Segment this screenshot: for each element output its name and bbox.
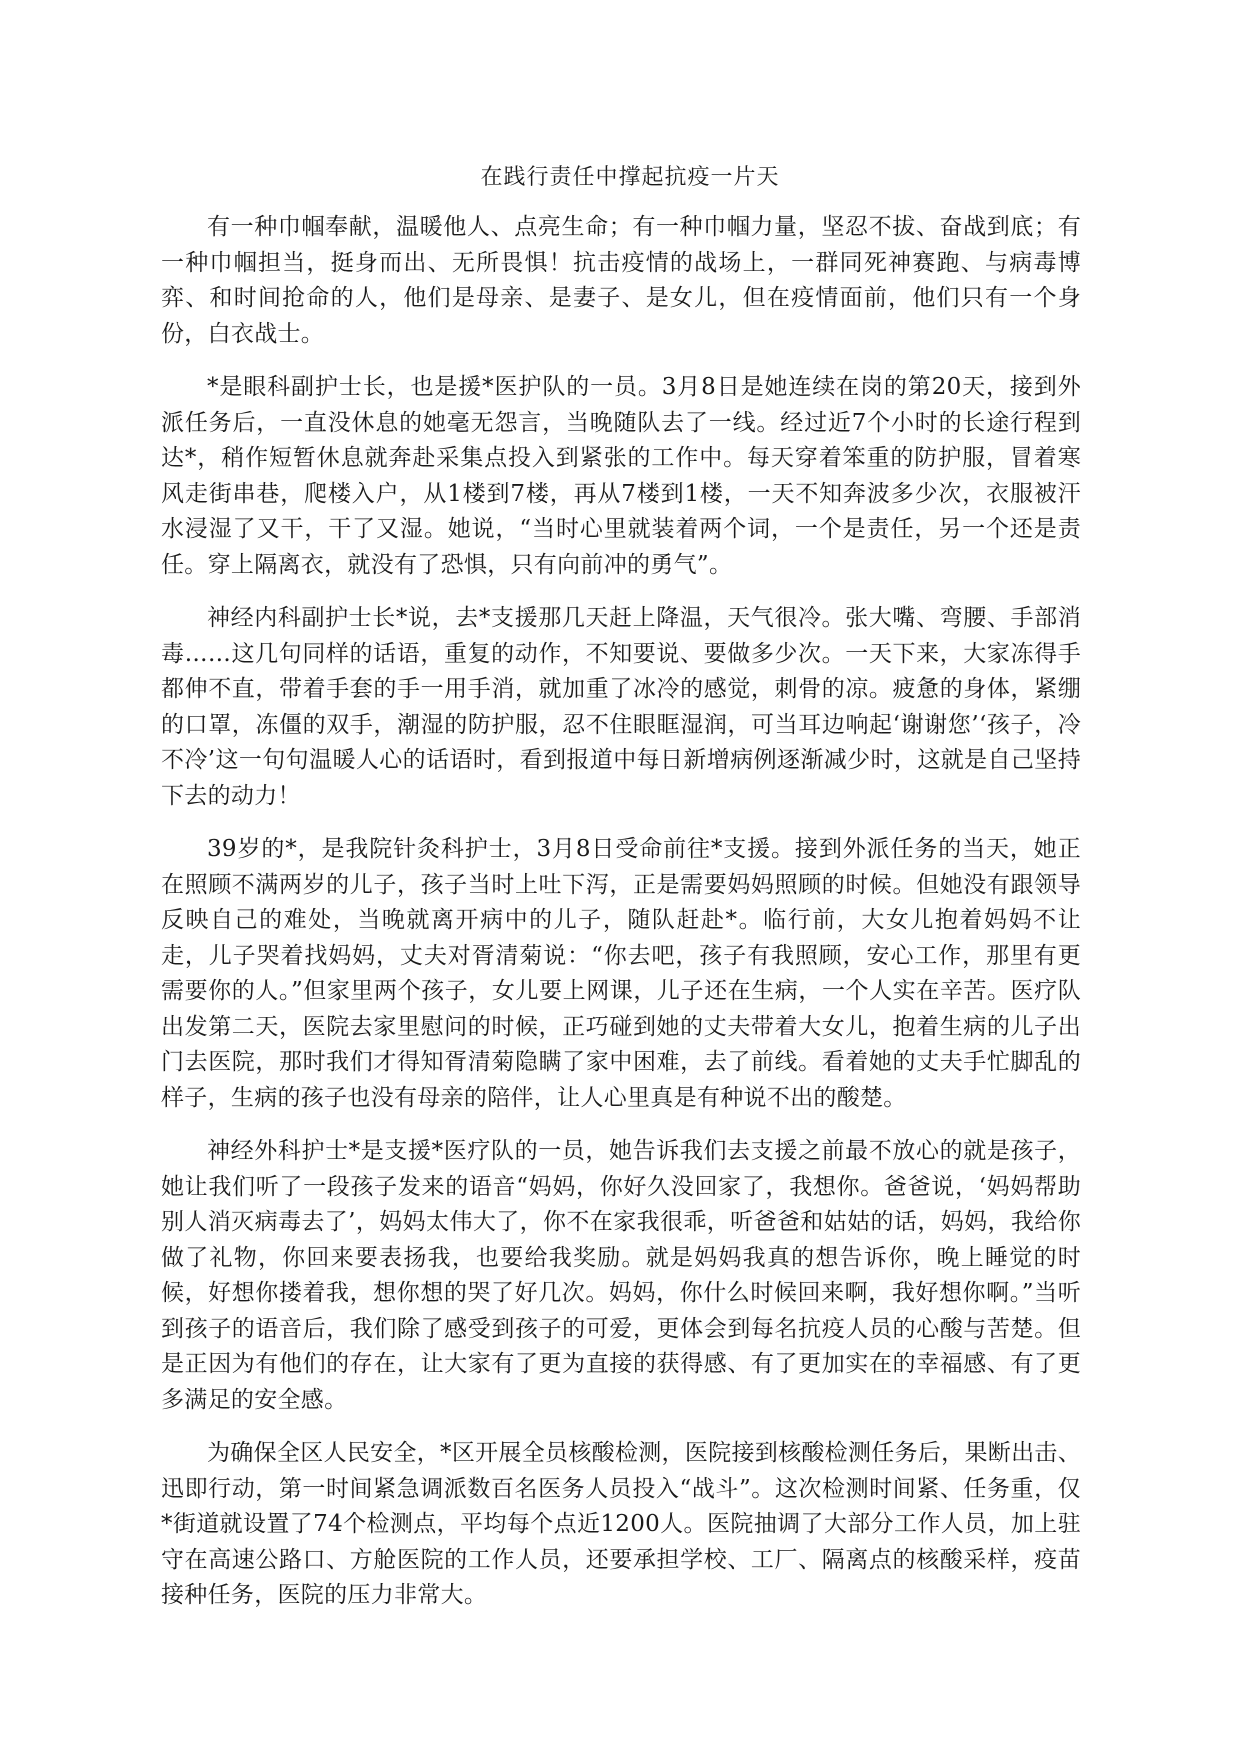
paragraph-nucleic-acid-testing: 为确保全区人民安全，*区开展全员核酸检测，医院接到核酸检测任务后，果断出击、迅即行动，第一时间紧急调派数百名医务人员投入“战斗”。这次检测时间紧、任务重，仅*街道就设置了74个检测点，平均每个点近1200人。医院抽调了大部分工作人员，加上驻守在高速公路口、方舱医院的工作人员，还要承担学校、工厂、隔离点的核酸采样，疫苗接种任务，医院的压力非常大。 [161,1440,1081,1608]
paragraph-acupuncture-nurse: 39岁的*，是我院针灸科护士，3月8日受命前往*支援。接到外派任务的当天，她正在照顾不满两岁的儿子，孩子当时上吐下泻，正是需要妈妈照顾的时候。但她没有跟领导反映自己的难处，当晚就离开病中的儿子，随队赶赴*。临行前，大女儿抱着妈妈不让走，儿子哭着找妈妈，丈夫对胥清菊说：“你去吧，孩子有我照顾，安心工作，那里有更需要你的人。”但家里两个孩子，女儿要上网课，儿子还在生病，一个人实在辛苦。医疗队出发第二天，医院去家里慰问的时候，正巧碰到她的丈夫带着大女儿，抱着生病的儿子出门去医院，那时我们才得知胥清菊隐瞒了家中困难，去了前线。看着她的丈夫手忙脚乱的样子，生病的孩子也没有母亲的陪伴，让人心里真是有种说不出的酸楚。 [161,836,1081,1111]
paragraph-neurosurgery-nurse: 神经外科护士*是支援*医疗队的一员，她告诉我们去支援之前最不放心的就是孩子，她让我们听了一段孩子发来的语音“妈妈，你好久没回家了，我想你。爸爸说，‘妈妈帮助别人消灭病毒去了’，妈妈太伟大了，你不在家我很乖，听爸爸和姑姑的话，妈妈，我给你做了礼物，你回来要表扬我，也要给我奖励。就是妈妈我真的想告诉你，晚上睡觉的时候，好想你搂着我，想你想的哭了好几次。妈妈，你什么时候回来啊，我好想你啊。”当听到孩子的语音后，我们除了感受到孩子的可爱，更体会到每名抗疫人员的心酸与苦楚。但是正因为有他们的存在，让大家有了更为直接的获得感、有了更加实在的幸福感、有了更多满足的安全感。 [161,1138,1081,1413]
document-title: 在践行责任中撑起抗疫一片天 [480,165,780,190]
paragraph-ophthalmology-nurse: *是眼科副护士长，也是援*医护队的一员。3月8日是她连续在岗的第20天，接到外派任务后，一直没休息的她毫无怨言，当晚随队去了一线。经过近7个小时的长途行程到达*，稍作短暂休息就奔赴采集点投入到紧张的工作中。每天穿着笨重的防护服，冒着寒风走街串巷，爬楼入户，从1楼到7楼，再从7楼到1楼，一天不知奔波多少次，衣服被汗水浸湿了又干，干了又湿。她说，“当时心里就装着两个词，一个是责任，另一个还是责任。穿上隔离衣，就没有了恐惧，只有向前冲的勇气”。 [161,374,1081,578]
paragraph-neurology-nurse: 神经内科副护士长*说，去*支援那几天赶上降温，天气很冷。张大嘴、弯腰、手部消毒……这几句同样的话语，重复的动作，不知要说、要做多少次。一天下来，大家冻得手都伸不直，带着手套的手一用手消，就加重了冰冷的感觉，刺骨的凉。疲惫的身体，紧绷的口罩，冻僵的双手，潮湿的防护服，忍不住眼眶湿润，可当耳边响起‘谢谢您’‘孩子，冷不冷’这一句句温暖人心的话语时，看到报道中每日新增病例逐渐减少时，这就是自己坚持下去的动力！ [161,605,1081,809]
paragraph-intro: 有一种巾帼奉献，温暖他人、点亮生命；有一种巾帼力量，坚忍不拔、奋战到底；有一种巾帼担当，挺身而出、无所畏惧！抗击疫情的战场上，一群同死神赛跑、与病毒博弈、和时间抢命的人，他们是母亲、是妻子、是女儿，但在疫情面前，他们只有一个身份，白衣战士。 [161,214,1081,347]
document-body [161,160,1081,1632]
